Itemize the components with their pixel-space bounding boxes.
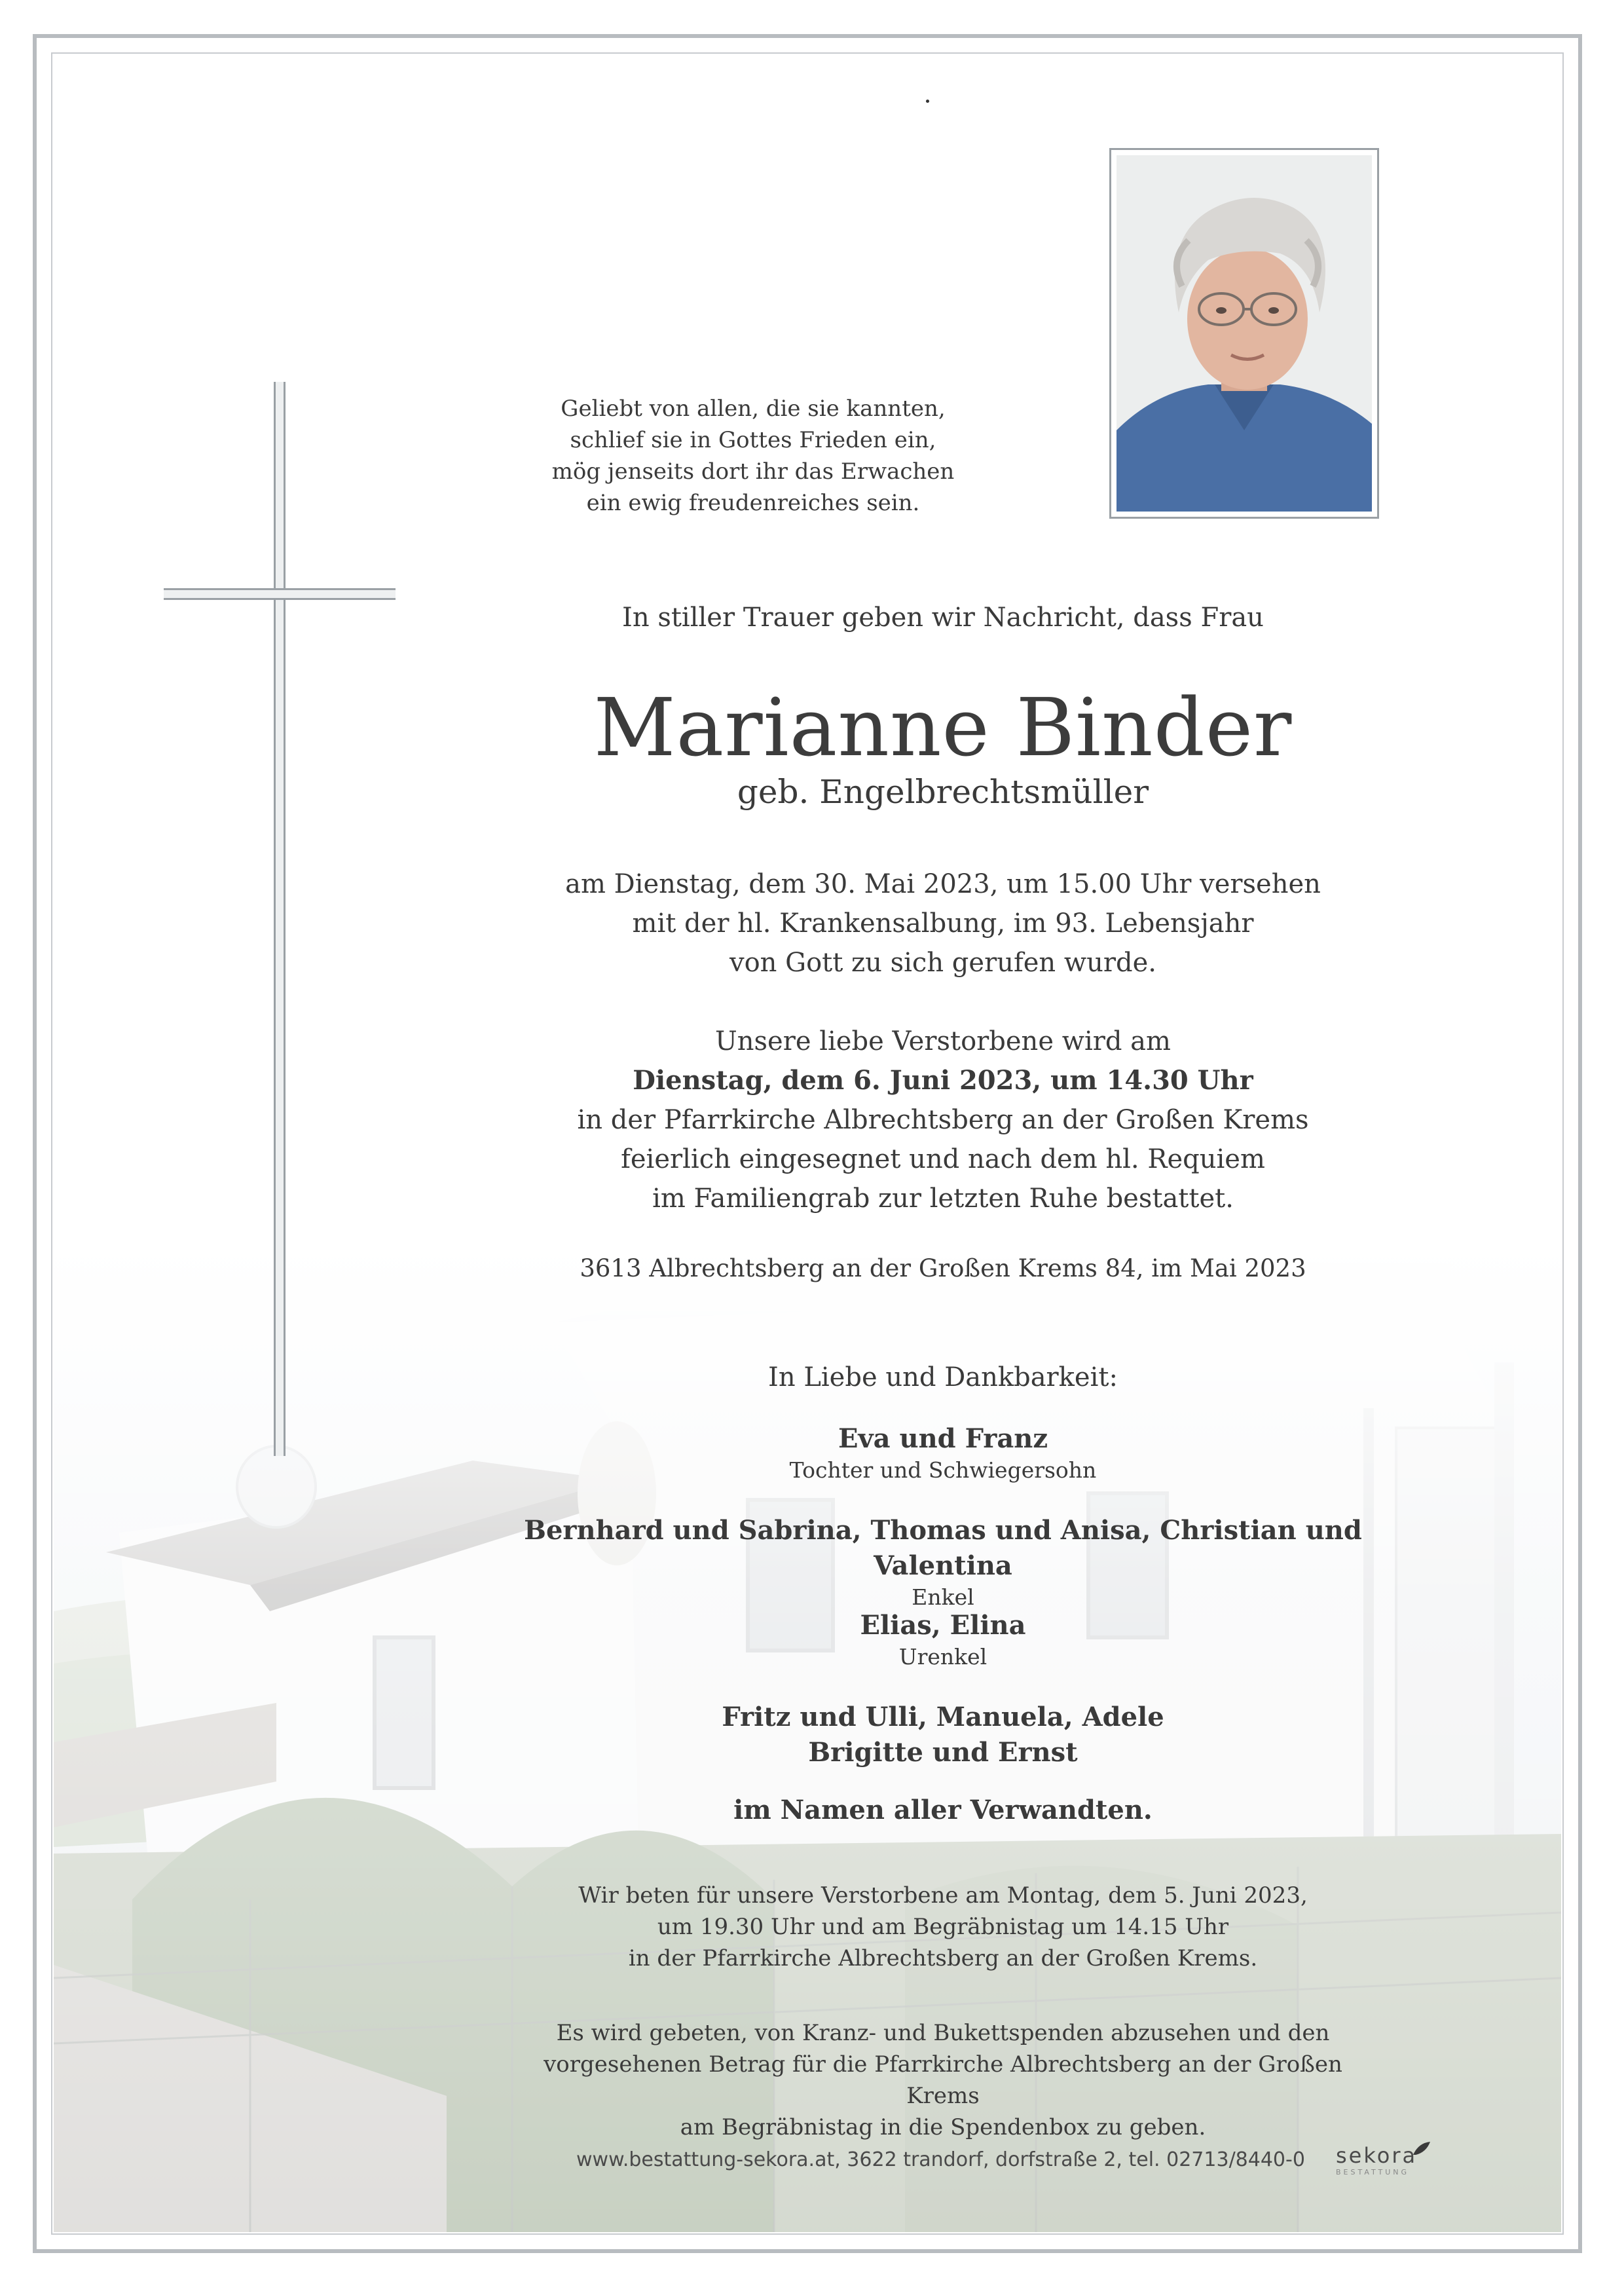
family-relation: Enkel <box>912 1584 974 1610</box>
deceased-name: Marianne Binder <box>593 681 1293 774</box>
poem <box>511 393 995 519</box>
poem-line: mög jenseits dort ihr das Erwachen <box>551 458 955 485</box>
family-names: Fritz und Ulli, Manuela, Adele <box>722 1702 1164 1732</box>
funeral-notice <box>511 1022 1375 1218</box>
family-relation: Urenkel <box>898 1644 987 1670</box>
prayer-line: um 19.30 Uhr und am Begräbnistag um 14.15 Uhr <box>657 1914 1229 1940</box>
intro-text: In stiller Trauer geben wir Nachricht, dass Frau <box>622 603 1264 633</box>
cross-vertical-bar <box>274 382 286 1456</box>
donation-line: vorgesehenen Betrag für die Pfarrkirche Albrechtsberg an der Großen Krems <box>544 2051 1342 2109</box>
poem-line: Geliebt von allen, die sie kannten, <box>561 396 946 422</box>
portrait-image <box>1116 155 1372 512</box>
donation-line: Es wird gebeten, von Kranz- und Bukettspenden abzusehen und den <box>556 2020 1330 2046</box>
donation-notice <box>511 2017 1375 2143</box>
poem-line: schlief sie in Gottes Frieden ein, <box>570 427 936 453</box>
death-line: von Gott zu sich gerufen wurde. <box>729 948 1157 978</box>
family-names: Elias, Elina <box>860 1610 1026 1641</box>
death-line: mit der hl. Krankensalbung, im 93. Lebensjahr <box>632 908 1254 939</box>
funeral-line: Unsere liebe Verstorbene wird am <box>715 1026 1171 1056</box>
family-names: Brigitte und Ernst <box>808 1737 1078 1768</box>
family-group <box>511 1421 1375 1484</box>
funeral-line: feierlich eingesegnet und nach dem hl. Requiem <box>621 1144 1265 1174</box>
funeral-date: Dienstag, dem 6. Juni 2023, um 14.30 Uhr <box>633 1065 1253 1096</box>
closing-line: im Namen aller Verwandten. <box>733 1795 1153 1825</box>
leaf-icon <box>1412 2140 1431 2157</box>
maiden-name: geb. Engelbrechtsmüller <box>737 773 1149 811</box>
family-group <box>511 1700 1375 1770</box>
family-names: Bernhard und Sabrina, Thomas und Anisa, Christian und Valentina <box>524 1515 1362 1581</box>
scan-speck <box>926 100 929 103</box>
prayer-line: Wir beten für unsere Verstorbene am Montag, dem 5. Juni 2023, <box>578 1882 1308 1909</box>
portrait-photo <box>1109 148 1379 519</box>
family-names: Eva und Franz <box>838 1423 1048 1454</box>
prayer-notice <box>511 1880 1375 1974</box>
death-line: am Dienstag, dem 30. Mai 2023, um 15.00 Uhr versehen <box>565 869 1321 899</box>
family-relation: Tochter und Schwiegersohn <box>789 1457 1097 1483</box>
family-group <box>511 1608 1375 1671</box>
death-notice <box>511 865 1375 982</box>
footer-contact: www.bestattung-sekora.at, 3622 trandorf, dorfstraße 2, tel. 02713/8440-0 <box>576 2148 1305 2171</box>
funeral-line: im Familiengrab zur letzten Ruhe bestattet. <box>652 1184 1234 1214</box>
family-group <box>511 1513 1375 1611</box>
place-date: 3613 Albrechtsberg an der Großen Krems 84, im Mai 2023 <box>580 1254 1306 1282</box>
thanks-heading: In Liebe und Dankbarkeit: <box>768 1362 1118 1392</box>
funeral-line: in der Pfarrkirche Albrechtsberg an der Großen Krems <box>577 1105 1309 1135</box>
logo-subtitle: BESTATTUNG <box>1336 2168 1410 2176</box>
donation-line: am Begräbnistag in die Spendenbox zu geben. <box>680 2114 1206 2140</box>
poem-line: ein ewig freudenreiches sein. <box>586 490 920 516</box>
prayer-line: in der Pfarrkirche Albrechtsberg an der Großen Krems. <box>628 1945 1258 1971</box>
cross-horizontal-bar <box>164 588 396 600</box>
sekora-logo: sekora <box>1336 2143 1418 2168</box>
